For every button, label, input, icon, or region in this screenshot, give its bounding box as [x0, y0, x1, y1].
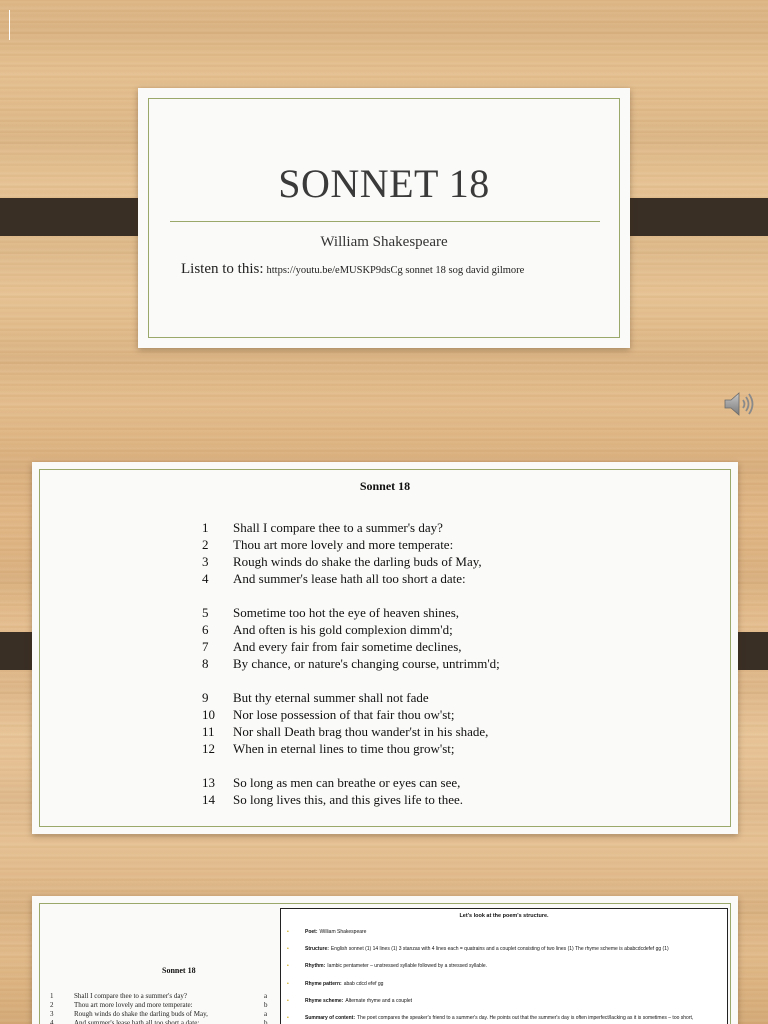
poem-line — [50, 1001, 268, 1010]
line-text: Rough winds do shake the darling buds of May, — [233, 554, 482, 569]
listen-line — [181, 260, 524, 278]
title-divider — [170, 221, 600, 222]
poem-line — [202, 689, 500, 706]
poem-line — [202, 604, 500, 621]
rhyme-letter: a — [264, 1010, 268, 1018]
title-slide[interactable] — [138, 88, 630, 348]
rhyme-letter: a — [264, 992, 268, 1000]
line-number: 13 — [202, 775, 215, 790]
note-item — [287, 1015, 723, 1021]
poem-line — [202, 791, 500, 808]
poem-line — [202, 621, 500, 638]
note-label: Structure: — [305, 946, 329, 952]
line-number: 4 — [50, 1019, 54, 1024]
text-cursor — [9, 10, 10, 40]
note-text: English sonnet (1) 14 lines (1) 3 stanzas with 4 lines each = quatrains and a couplet consisting of two lines (1) The rhyme scheme is ababcdcdefef gg (1) — [330, 946, 669, 952]
poem-line — [202, 740, 500, 757]
poem-line — [202, 774, 500, 791]
slide-title: SONNET 18 — [278, 161, 490, 206]
rhyme-letter: b — [264, 1019, 268, 1024]
listen-link[interactable]: https://youtu.be/eMUSKP9dsCg sonnet 18 sog david gilmore — [266, 265, 525, 276]
poem-line — [202, 638, 500, 655]
line-text: When in eternal lines to time thou grow'st; — [233, 741, 455, 756]
line-number: 2 — [50, 1001, 54, 1009]
poem-line — [202, 570, 500, 587]
note-item — [287, 963, 723, 969]
line-number: 12 — [202, 741, 215, 756]
line-number: 8 — [202, 656, 209, 671]
note-text: Alternate rhyme and a couplet — [345, 998, 413, 1004]
line-text: And often is his gold complexion dimm'd; — [233, 622, 453, 637]
line-number: 1 — [50, 992, 54, 1000]
poem-text — [202, 519, 500, 808]
note-label: Summary of content: — [305, 1015, 356, 1021]
note-label: Rhythm: — [305, 963, 326, 969]
note-text: The poet compares the speaker's friend to a summer's day. He points out that the summer's day is often imperfect/lacking as it is sometimes – too short, — [357, 1015, 694, 1021]
line-text: Nor shall Death brag thou wander'st in his shade, — [233, 724, 489, 739]
line-text: Thou art more lovely and more temperate: — [74, 1001, 193, 1009]
poem-line — [202, 519, 500, 536]
note-text: Iambic pentameter – unstressed syllable followed by a stressed syllable. — [327, 963, 488, 969]
listen-label: Listen to this: — [181, 261, 264, 277]
line-number: 2 — [202, 537, 209, 552]
box-heading: Let's look at the poem's structure. — [459, 913, 549, 919]
bullet-icon: • — [287, 963, 289, 969]
line-number: 4 — [202, 571, 209, 586]
line-number: 14 — [202, 792, 215, 807]
stanza-break — [202, 757, 500, 774]
line-text: Sometime too hot the eye of heaven shines, — [233, 605, 460, 620]
poem-line — [50, 992, 268, 1001]
slide-tab-left — [0, 198, 155, 236]
poem-title: Sonnet 18 — [162, 966, 196, 975]
stanza-break — [202, 587, 500, 604]
line-text: And summer's lease hath all too short a date: — [74, 1019, 200, 1024]
line-text: Nor lose possession of that fair thou ow'st; — [233, 707, 455, 722]
rhyme-letter: b — [264, 1001, 268, 1009]
bullet-icon: • — [287, 998, 289, 1004]
note-label: Rhyme scheme: — [305, 998, 344, 1004]
poem-line — [202, 536, 500, 553]
note-label: Rhyme pattern: — [305, 981, 342, 987]
bullet-icon: • — [287, 929, 289, 935]
slide-frame — [148, 98, 620, 338]
note-item — [287, 946, 723, 952]
bullet-icon: • — [287, 981, 289, 987]
line-text: And every fair from fair sometime declines, — [233, 639, 462, 654]
line-text: Rough winds do shake the darling buds of May, — [74, 1010, 208, 1018]
note-item — [287, 981, 723, 987]
poem-line — [50, 1019, 268, 1024]
line-number: 1 — [202, 520, 209, 535]
structure-slide[interactable] — [32, 896, 738, 1024]
poem-line — [202, 723, 500, 740]
line-text: By chance, or nature's changing course, untrimm'd; — [233, 656, 500, 671]
note-item — [287, 998, 723, 1004]
poem-title: Sonnet 18 — [359, 479, 411, 493]
note-text: abab cdcd efef gg — [343, 981, 384, 987]
line-number: 9 — [202, 690, 209, 705]
line-text: Shall I compare thee to a summer's day? — [233, 520, 443, 535]
line-number: 3 — [202, 554, 209, 569]
poem-text-annotated — [50, 992, 268, 1024]
structure-notes-box — [280, 908, 728, 1024]
bullet-icon: • — [287, 1015, 289, 1021]
poem-slide[interactable] — [32, 462, 738, 834]
line-number: 5 — [202, 605, 209, 620]
line-text: Thou art more lovely and more temperate: — [233, 537, 454, 552]
speaker-icon[interactable] — [722, 389, 756, 419]
line-number: 7 — [202, 639, 209, 654]
note-label: Poet: — [305, 929, 318, 935]
line-number: 6 — [202, 622, 209, 637]
poem-line — [50, 1010, 268, 1019]
poem-line — [202, 706, 500, 723]
line-number: 3 — [50, 1010, 54, 1018]
line-text: And summer's lease hath all too short a date: — [233, 571, 466, 586]
line-number: 11 — [202, 724, 215, 739]
slide-tab-right — [613, 198, 768, 236]
poem-line — [202, 655, 500, 672]
bullet-icon: • — [287, 946, 289, 952]
line-number: 10 — [202, 707, 215, 722]
line-text: Shall I compare thee to a summer's day? — [74, 992, 188, 1000]
slide-subtitle-author: William Shakespeare — [320, 234, 448, 250]
line-text: But thy eternal summer shall not fade — [233, 690, 429, 705]
note-item — [287, 929, 723, 935]
stanza-break — [202, 672, 500, 689]
line-text: So long lives this, and this gives life to thee. — [233, 792, 464, 807]
note-text: William Shakespeare — [319, 929, 367, 935]
poem-line — [202, 553, 500, 570]
line-text: So long as men can breathe or eyes can see, — [233, 775, 461, 790]
